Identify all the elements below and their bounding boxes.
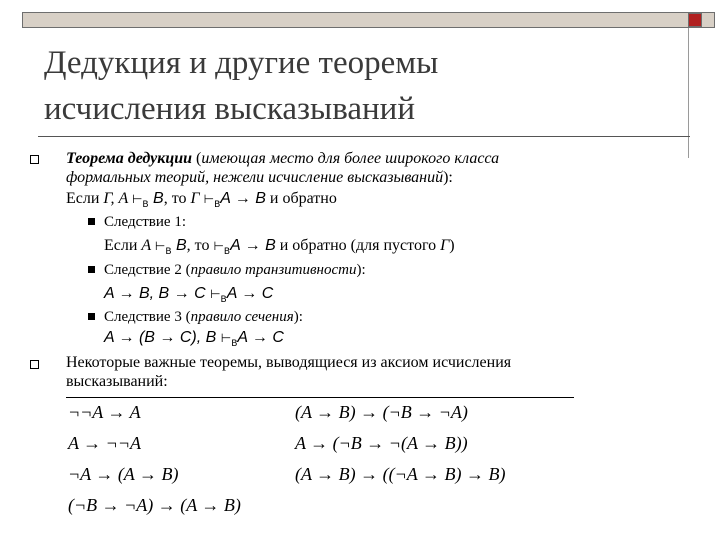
slide-title <box>44 40 438 132</box>
theorem-left-2: A → ¬¬A <box>68 433 141 453</box>
deduction-heading: Теорема дедукции <box>66 150 193 167</box>
theorem-right-3: (A → B) → ((¬A → B) → B) <box>295 464 506 484</box>
right-decor-line <box>688 28 689 158</box>
corollary-2-label: Следствие 2 (правило транзитивности): <box>104 262 366 278</box>
theorem-left-4: (¬B → ¬A) → (A → B) <box>68 495 241 515</box>
theorem-right-1: (A → B) → (¬B → ¬A) <box>295 402 468 422</box>
corollary-2-body: A → B, B → C $⊢_BA \to C$ <box>104 285 274 306</box>
deduction-line-3: Если Γ, A $⊢_B$ B, то Γ $⊢_BA \to B$ и обратно <box>66 190 337 211</box>
important-line-1: Некоторые важные теоремы, выводящиеся из аксиом исчисления <box>66 354 512 371</box>
title-divider <box>38 136 690 137</box>
corollary-3-body: A → (B → C), B $⊢_BA \to C$ <box>104 329 284 350</box>
deduction-line-1: Теорема дедукции (имеющая место для более широкого класса <box>66 150 500 167</box>
deduction-note: имеющая место для более широкого класса <box>201 150 500 167</box>
theorem-left-3: ¬A → (A → B) <box>68 464 179 484</box>
bullet-square <box>30 155 39 164</box>
corollary-3-label: Следствие 3 (правило сечения): <box>104 309 303 325</box>
important-line-2: высказываний: <box>66 373 168 390</box>
title-line-2: исчисления высказываний <box>44 91 415 127</box>
sub-bullet <box>88 313 95 320</box>
corollary-1-label: Следствие 1: <box>104 214 186 230</box>
sub-bullet <box>88 218 95 225</box>
theorem-left-1: ¬¬A → A <box>68 402 141 422</box>
title-line-1: Дедукция и другие теоремы <box>44 45 439 81</box>
sub-bullet <box>88 266 95 273</box>
turnstile-symbol: ⊢ <box>131 192 143 206</box>
deduction-line-2: формальных теорий, нежели исчисление высказываний): <box>66 169 453 186</box>
top-decor-bar <box>22 12 715 28</box>
bullet-square <box>30 360 39 369</box>
formula-divider <box>66 397 574 398</box>
corollary-1-body: Если A $⊢_B$ B, то $⊢_BA \to B$ и обратно (для пустого Γ) <box>104 237 455 258</box>
top-decor-square <box>688 13 702 27</box>
theorem-right-2: A → (¬B → ¬(A → B)) <box>295 433 468 453</box>
